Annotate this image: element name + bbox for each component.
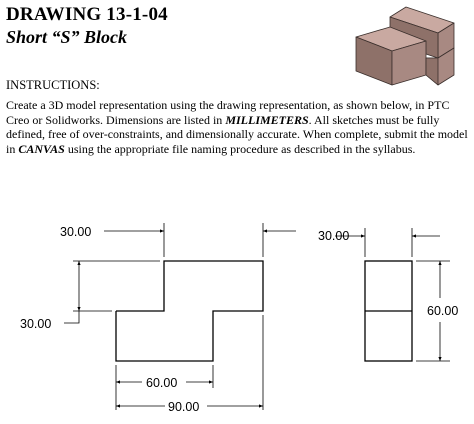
dim-overall-width: 90.00 [168, 400, 200, 414]
iso-face-notch-side [426, 58, 438, 85]
dim-side-height: 60.00 [427, 304, 459, 318]
isometric-view [350, 3, 472, 91]
dim-top-width: 30.00 [60, 225, 92, 239]
drawing-subtitle: Short “S” Block [6, 27, 128, 47]
instructions-text [6, 98, 472, 156]
instructions-part-3: using the appropriate file naming procedure as described in the syllabus. [64, 141, 416, 156]
instructions-part-1: Create a 3D model representation using the drawing representation, as shown below, in PTC Creo or Solidworks. Dimensions are listed in [6, 98, 450, 127]
dim-lower-width: 60.00 [146, 376, 178, 390]
drawing-title: DRAWING 13-1-04 [6, 4, 168, 25]
dim-side-width: 30.00 [318, 229, 350, 243]
canvas-emphasis: CANVAS [18, 141, 65, 156]
side-view [335, 228, 450, 361]
orthographic-drawing [0, 195, 474, 424]
units-emphasis: MILLIMETERS [225, 112, 309, 127]
front-view [64, 223, 296, 410]
instructions-part-2: . All sketches must be fully defined, free of over-constraints, and dimensionally accurate. When complete, submit the model in [6, 112, 468, 156]
instructions-heading: INSTRUCTIONS: [6, 78, 100, 92]
leader-line [64, 311, 79, 323]
dim-left-height: 30.00 [20, 317, 52, 331]
front-view-outline [116, 261, 263, 361]
